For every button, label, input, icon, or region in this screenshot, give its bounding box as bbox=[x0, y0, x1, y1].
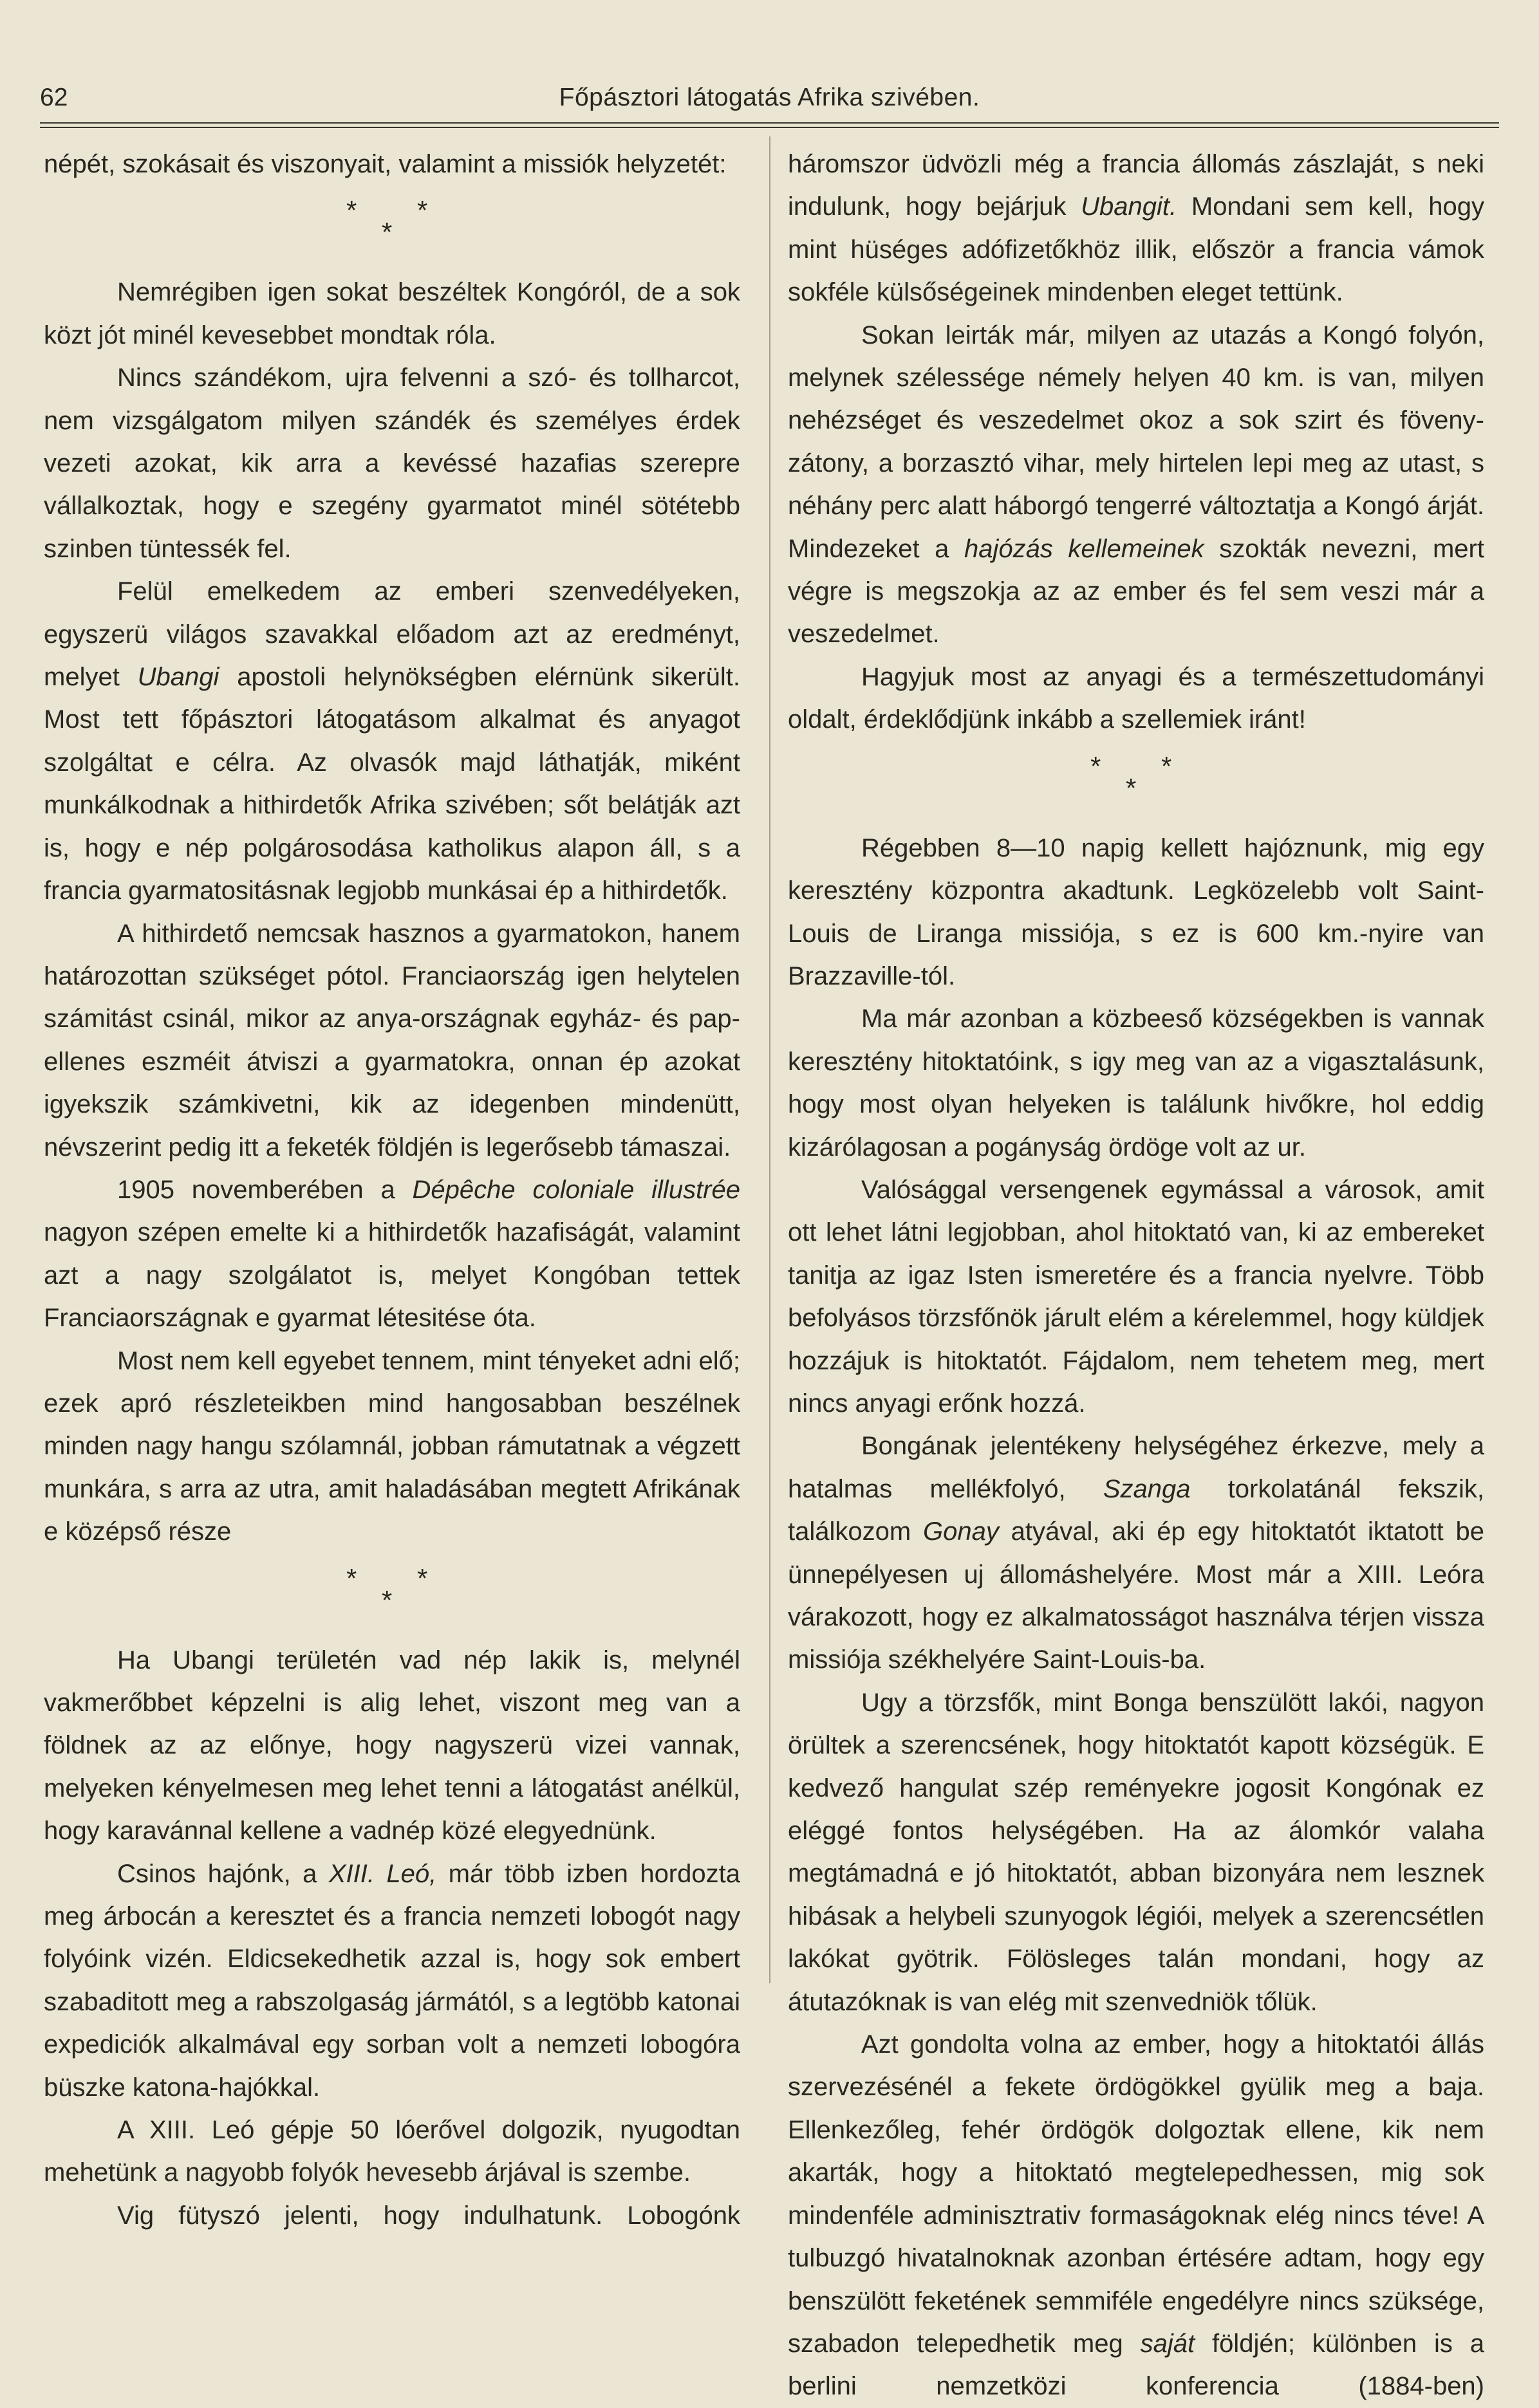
paragraph bbox=[788, 314, 1484, 656]
asterisk: * bbox=[346, 1562, 357, 1593]
text-run: Bongának jelentékeny helységéhez érkezve, mely a hatalmas mellékfolyó, bbox=[788, 1432, 1484, 1503]
asterisk: * bbox=[1126, 772, 1137, 803]
paragraph: Régebben 8—10 napig kellett hajóznunk, mig egy keresztény központra akadtunk. Legközelebb volt Saint-Louis de Liranga missiója, s ez is 600 km.-nyire van Brazzaville-tól. bbox=[788, 833, 1484, 990]
italic-term: XIII. Leó, bbox=[328, 1859, 437, 1888]
italic-term: saját bbox=[1140, 2329, 1195, 2358]
text-run: torkolatánál fekszik, találkozom bbox=[788, 1474, 1484, 1546]
paragraph bbox=[44, 1169, 740, 1340]
paragraph bbox=[788, 1425, 1484, 1681]
right-column bbox=[788, 143, 1484, 2408]
italic-term: Ubangi bbox=[137, 663, 219, 692]
page-header bbox=[40, 79, 1499, 117]
text-run: Csinos hajónk, a bbox=[117, 1859, 329, 1888]
text-run: 1905 novemberében a bbox=[117, 1175, 413, 1204]
asterisk: * bbox=[346, 195, 357, 226]
page-number: 62 bbox=[40, 84, 68, 111]
text-run: szokták nevezni, mert végre is megszokja az az ember és fel sem veszi már a veszedelmet. bbox=[788, 534, 1484, 649]
header-rule bbox=[40, 122, 1499, 124]
paragraph: Ugy a törzsfők, mint Bonga benszülött lakói, nagyon örültek a szerencsének, hogy hitoktatót kapott községük. E kedvező hangulat szép reményekre jogosit Kongónak ez eléggé fontos helységében. Ha az álomkór valaha megtámadná e jó hitoktatót, abban bizonyára nem lesznek hibásak a helybeli szunyogok légiói, melyek a szerencsétlen lakókat gyötrik. Fölösleges talán mondani, hogy az átutazóknak is van elég mit szenvedniök tőlük. bbox=[788, 1688, 1484, 2016]
section-separator bbox=[44, 1553, 740, 1639]
paragraph: Nemrégiben igen sokat beszéltek Kongóról, de a sok közt jót minél kevesebbet mondtak róla. bbox=[44, 278, 740, 349]
paragraph: Vig fütyszó jelenti, hogy indulhatunk. Lobogónk bbox=[117, 2201, 740, 2230]
paragraph bbox=[788, 143, 1484, 314]
text-run: atyával, aki ép egy hitoktatót iktatott be ünnepélyesen uj állomáshelyére. Most már a XIII. Leóra várakozott, hogy ez alkalmatosságot használva térjen vissza missiója székhelyére Saint-Louis-ba. bbox=[788, 1517, 1484, 1674]
asterisk: * bbox=[1090, 750, 1101, 781]
text-run: földjén; különben is a berlini nemzetközi konferencia (1884-ben) bbox=[788, 2329, 1485, 2401]
paragraph: Ha Ubangi területén vad nép lakik is, melynél vakmerőbbet képzelni is alig lehet, viszont meg van a földnek az az előnye, hogy nagyszerü vizei vannak, melyeken kényelmesen meg lehet tenni a látogatást anélkül, hogy karavánnal kellene a vadnép közé elegyednünk. bbox=[44, 1645, 740, 1846]
paragraph: népét, szokásait és viszonyait, valamint a missiók helyzetét: bbox=[44, 150, 727, 178]
left-column bbox=[44, 143, 740, 2237]
section-separator bbox=[44, 185, 740, 271]
text-run: már több izben hordozta meg árbocán a keresztet és a francia nemzeti lobogót nagy folyóink vizén. Eldicsekedhetik azzal is, hogy sok embert szabaditott meg a rabszolgaság jármától, s a legtöbb katonai expediciók alkalmával egy sorban volt a nemzeti lobogóra büszke katona-hajókkal. bbox=[44, 1859, 740, 2102]
paragraph: Ma már azonban a közbeeső községekben is vannak keresztény hitoktatóink, s igy meg van az a vigasztalásunk, hogy most olyan helyeken is találunk hivőkre, hol eddig kizárólagosan a pogányság ördöge volt az ur. bbox=[788, 1005, 1484, 1162]
column-divider bbox=[769, 136, 770, 1983]
asterisk: * bbox=[417, 195, 428, 226]
text-run: Mondani sem kell, hogy mint hüséges adófizetőkhöz illik, először a francia vámok sokféle külsőségeinek mindenben eleget tettünk. bbox=[788, 192, 1485, 307]
asterisk: * bbox=[1161, 750, 1172, 781]
text-run: apostoli helynökségben elérnünk sikerült. Most tett főpásztori látogatásom alkalmat és anyagot szolgáltat e célra. Az olvasók majd láthatják, miként munkálkodnak a hithirdetők Afrika szivében; sőt belátják azt is, hogy e nép polgárosodása katholikus alapon áll, s a francia gyarmatositásnak legjobb munkásai ép a hithirdetők. bbox=[44, 663, 740, 905]
paragraph: A XIII. Leó gépje 50 lóerővel dolgozik, nyugodtan mehetünk a nagyobb folyók hevesebb árjával is szembe. bbox=[44, 2116, 740, 2187]
section-separator bbox=[788, 741, 1484, 827]
paragraph: Valósággal versengenek egymással a városok, amit ott lehet látni legjobban, ahol hitoktató van, ki az embereket tanitja az igaz Isten ismeretére és a francia nyelvre. Több befolyásos törzsfőnök járult elém a kérelemmel, hogy küldjek hozzájuk is hitoktatót. Fájdalom, nem tehetem meg, mert nincs anyagi erőnk hozzá. bbox=[788, 1175, 1484, 1418]
text-run: nagyon szépen emelte ki a hithirdetők hazafiságát, valamint azt a nagy szolgálatot is, melyet Kongóban tettek Franciaországnak e gyarmat létesitése óta. bbox=[44, 1218, 740, 1333]
paragraph bbox=[44, 1853, 740, 2109]
running-title: Főpásztori látogatás Afrika szivében. bbox=[559, 84, 980, 111]
paragraph: Hagyjuk most az anyagi és a természettudományi oldalt, érdeklődjünk inkább a szellemiek iránt! bbox=[788, 662, 1484, 734]
italic-term: Dépêche coloniale illustrée bbox=[412, 1175, 740, 1204]
paragraph: Most nem kell egyebet tennem, mint tényeket adni elő; ezek apró részleteikben mind hangosabban beszélnek minden nagy hangu szólamnál, jobban rámutatnak a végzett munkára, s arra az utra, amit haladásában megtett Afrikának e középső része bbox=[44, 1346, 740, 1546]
text-run: Azt gondolta volna az ember, hogy a hitoktatói állás szervezésénél a fekete ördögökkel gyülik meg a baja. Ellenkezőleg, fehér ördögök dolgoztak ellene, kik nem akarták, hogy a hitoktató megtelepedhessen, mig sok mindenféle adminisztrativ formaságoknak elég nincs téve! A tulbuzgó hivatalnoknak azonban értésére adtam, hogy egy benszülött feketének semmiféle engedélyre nincs szüksége, szabadon telepedhetik meg bbox=[788, 2030, 1484, 2358]
paragraph bbox=[788, 2023, 1484, 2408]
italic-term: Szanga bbox=[1103, 1474, 1191, 1503]
paragraph: A hithirdető nemcsak hasznos a gyarmatokon, hanem határozottan szükséget pótol. Franciaország igen helytelen számitást csinál, mikor az anya-országnak egyház- és pap-ellenes eszméit átviszi a gyarmatokra, onnan ép azokat igyekszik számkivetni, kik az idegenben mindenütt, névszerint pedig itt a feketék földjén is legerősebb támaszai. bbox=[44, 919, 740, 1162]
paragraph bbox=[44, 570, 740, 912]
header-rule-double bbox=[40, 127, 1499, 128]
italic-term: Ubangit. bbox=[1081, 192, 1177, 221]
asterisk: * bbox=[382, 217, 393, 248]
text-run: Sokan leirták már, milyen az utazás a Kongó folyón, melynek szélessége némely helyen 40 km. is van, milyen nehézséget és veszedelmet okoz a sok szirt és föveny-zátony, a borzasztó vihar, mely hirtelen lepi meg az utast, s néhány perc alatt háborgó tengerré változtatja a Kongó árját. Mindezeket a bbox=[788, 320, 1484, 563]
paragraph: Nincs szándékom, ujra felvenni a szó- és tollharcot, nem vizsgálgatom milyen szándék és személyes érdek vezeti azokat, kik arra a kevéssé hazafias szerepre vállalkoztak, hogy e szegény gyarmatot minél sötétebb szinben tüntessék fel. bbox=[44, 364, 740, 563]
italic-term: hajózás kellemeinek bbox=[964, 534, 1204, 563]
asterisk: * bbox=[417, 1562, 428, 1593]
italic-term: Gonay bbox=[922, 1517, 999, 1546]
text-run: Felül emelkedem az emberi szenvedélyeken, egyszerü világos szavakkal előadom azt az eredményt, melyet bbox=[44, 577, 740, 692]
text-run: háromszor üdvözli még a francia állomás zászlaját, s neki indulunk, hogy bejárjuk bbox=[788, 150, 1484, 221]
asterisk: * bbox=[382, 1584, 393, 1615]
